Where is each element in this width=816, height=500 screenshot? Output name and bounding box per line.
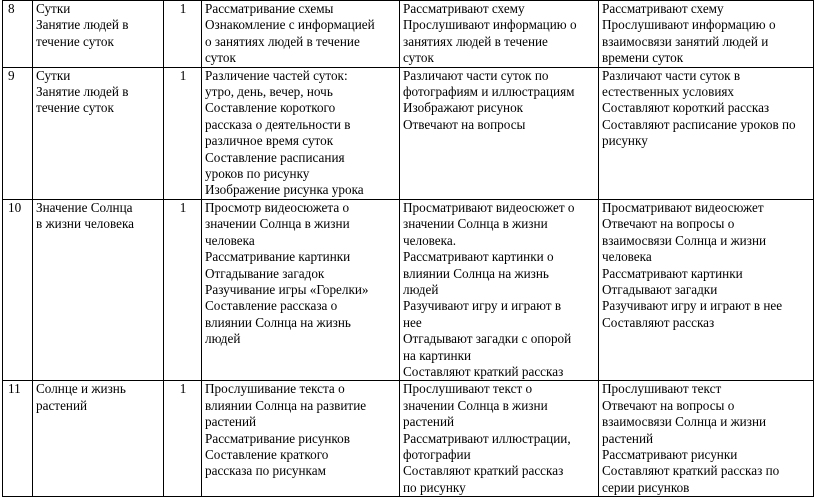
lesson-number-cell [3,199,33,380]
cell-text-line: Отвечают на вопросы о [602,216,735,232]
cell-text-line: Составление краткого [205,446,329,462]
cell-text-line: Солнце и жизнь [36,381,126,397]
cell-text-line: Рассматривают схему [403,1,525,16]
cell-text-line: Рассматривают рисунки [602,446,738,462]
hours-cell [164,1,202,68]
cell-text-line: Занятие людей в [36,17,129,33]
topic-cell [33,67,164,199]
cell-text-line: о занятиях людей в течение [205,33,360,49]
cell-text-line: Разучивание игры «Горелки» [205,281,369,297]
student-activity-group2-cell [599,1,814,68]
cell-text: 8 [8,1,15,16]
cell-text-line: взаимосвязи занятий людей и [602,33,769,49]
topic-cell [33,199,164,380]
content-cell [202,381,400,497]
cell-text-line: Прослушивают текст о [403,381,533,397]
cell-text-line: Составляют краткий рассказ [403,363,564,379]
cell-text-line: Прослушивают информацию о [403,17,577,33]
cell-text-line: Сутки [36,1,71,16]
cell-text-line: влиянии Солнца на жизнь [403,265,549,281]
table-row [3,381,814,497]
student-activity-group1-cell [400,1,599,68]
cell-text-line: растений [403,414,455,430]
cell-text-line: Различение частей суток: [205,67,348,83]
lesson-number-cell [3,381,33,497]
cell-text: 1 [179,381,187,397]
cell-text-line: рассказа по рисункам [205,463,326,479]
cell-text-line: Рассматривание рисунков [205,430,350,446]
student-activity-group1-cell [400,199,599,380]
cell-text-line: Рассматривают картинки о [403,249,554,265]
cell-text-line: Разучивают игру и играют в нее [602,298,783,314]
topic-cell [33,381,164,497]
student-activity-group1-cell [400,381,599,497]
cell-text-line: Составляют короткий рассказ [602,100,770,116]
cell-text-line: Рассматривание картинки [205,249,351,265]
cell-text-line: различное время суток [205,133,334,149]
cell-text: 1 [179,199,187,215]
cell-text-line: Рассматривают картинки [602,265,743,281]
cell-text-line: Отгадывают загадки [602,281,718,297]
cell-text-line: суток [205,50,236,66]
cell-text-line: людей [403,281,439,297]
cell-text-line: Составление рассказа о [205,298,338,314]
cell-text-line: Разучивают игру и играют в [403,298,562,314]
cell-text-line: Изображение рисунка урока [205,182,364,198]
cell-text-line: течение суток [36,33,114,49]
cell-text-line: человека [205,232,255,248]
cell-text-line: Прослушивают текст [602,381,722,397]
lesson-number-cell [3,67,33,199]
hours-cell [164,67,202,199]
cell-text-line: Различают части суток в [602,67,741,83]
cell-text-line: Составление короткого [205,100,336,116]
student-activity-group2-cell [599,381,814,497]
cell-text-line: взаимосвязи Солнца и жизни [602,232,767,248]
cell-text: 11 [8,381,21,397]
cell-text-line: Составляют рассказ [602,314,715,330]
cell-text-line: Просмотр видеосюжета о [205,199,350,215]
lesson-plan-table [2,0,814,497]
cell-text-line: человека [602,249,652,265]
cell-text-line: Различают части суток по [403,67,549,83]
cell-text-line: нее [403,314,422,330]
table-row [3,67,814,199]
cell-text-line: растений [36,397,88,413]
cell-text-line: влиянии Солнца на развитие [205,397,367,413]
cell-text: 1 [179,1,187,16]
cell-text-line: Просматривают видеосюжет [602,199,764,215]
cell-text-line: занятиях людей в течение [403,33,548,49]
table-row [3,199,814,380]
student-activity-group1-cell [400,67,599,199]
cell-text-line: Рассматривают иллюстрации, [403,430,571,446]
student-activity-group2-cell [599,67,814,199]
topic-cell [33,1,164,68]
cell-text-line: взаимосвязи Солнца и жизни [602,414,767,430]
cell-text: 9 [8,67,15,83]
cell-text-line: Составляют краткий рассказ по [602,463,780,479]
cell-text-line: на картинки [403,347,472,363]
cell-text-line: человека. [403,232,457,248]
cell-text: 10 [8,199,22,215]
hours-cell [164,381,202,497]
content-cell [202,1,400,68]
cell-text-line: Отвечают на вопросы о [602,397,735,413]
cell-text-line: значении Солнца в жизни [403,397,548,413]
cell-text-line: Отвечают на вопросы [403,116,526,132]
cell-text-line: Ознакомление с информацией [205,17,375,33]
cell-text-line: растений [602,430,654,446]
student-activity-group2-cell [599,199,814,380]
cell-text-line: времени суток [602,50,684,66]
cell-text-line: рассказа о деятельности в [205,116,351,132]
content-cell [202,67,400,199]
cell-text-line: Сутки [36,67,71,83]
cell-text-line: утро, день, вечер, ночь [205,84,333,100]
cell-text-line: растений [205,414,257,430]
cell-text-line: значении Солнца в жизни [403,216,548,232]
table-body [3,1,814,497]
content-cell [202,199,400,380]
cell-text-line: суток [403,50,434,66]
table-row [3,1,814,68]
cell-text-line: Рассматривание схемы [205,1,334,16]
cell-text-line: Отгадывают загадки с опорой [403,331,572,347]
cell-text-line: Составление расписания [205,149,345,165]
cell-text-line: Значение Солнца [36,199,133,215]
cell-text: 1 [179,67,187,83]
cell-text-line: Прослушивание текста о [205,381,345,397]
lesson-number-cell [3,1,33,68]
cell-text-line: значении Солнца в жизни [205,216,350,232]
cell-text-line: Составляют расписание уроков по [602,116,796,132]
hours-cell [164,199,202,380]
cell-text-line: в жизни человека [36,216,135,232]
cell-text-line: фотографии [403,446,471,462]
cell-text-line: Занятие людей в [36,84,129,100]
cell-text-line: течение суток [36,100,114,116]
cell-text-line: Прослушивают информацию о [602,17,776,33]
cell-text-line: влиянии Солнца на жизнь [205,314,351,330]
cell-text-line: по рисунку [403,479,466,495]
cell-text-line: Просматривают видеосюжет о [403,199,575,215]
cell-text-line: уроков по рисунку [205,166,310,182]
cell-text-line: людей [205,331,241,347]
cell-text-line: рисунку [602,133,648,149]
cell-text-line: естественных условиях [602,84,735,100]
cell-text-line: Рассматривают схему [602,1,724,16]
cell-text-line: фотографиям и иллюстрациям [403,84,575,100]
cell-text-line: Изображают рисунок [403,100,524,116]
cell-text-line: серии рисунков [602,479,690,495]
cell-text-line: Отгадывание загадок [205,265,325,281]
cell-text-line: Составляют краткий рассказ [403,463,564,479]
